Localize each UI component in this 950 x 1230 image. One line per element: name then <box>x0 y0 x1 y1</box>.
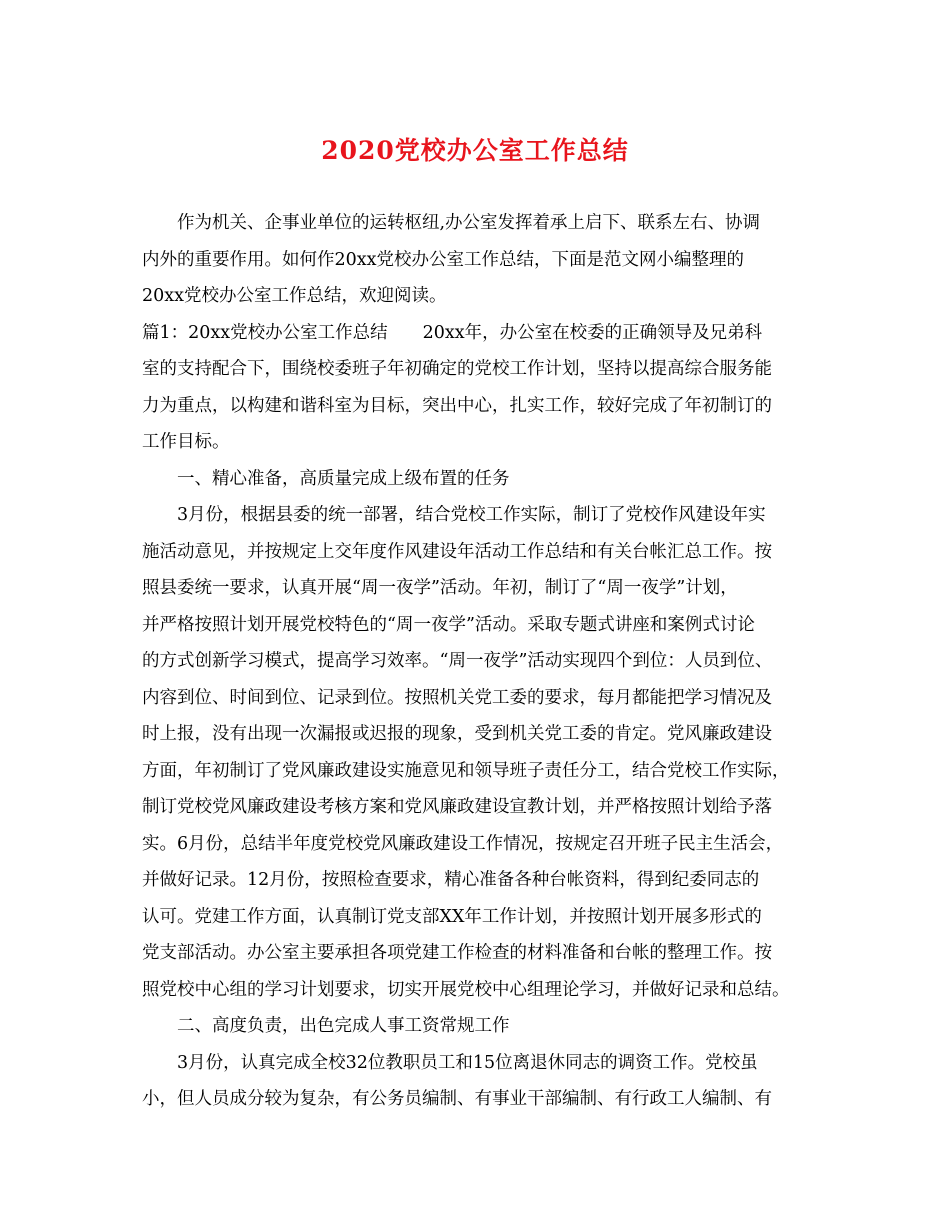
paragraph-line: 的方式创新学习模式，提高学习效率。“周一夜学”活动实现四个到位：人员到位、 <box>142 651 773 671</box>
paragraph-line: 3月份，认真完成全校32位教职员工和15位离退休同志的调资工作。党校虽 <box>177 1052 758 1073</box>
paragraph-line: 照党校中心组的学习计划要求，切实开展党校中心组理论学习，并做好记录和总结。 <box>142 979 790 1000</box>
document-body <box>142 205 832 1118</box>
paragraph-line: 制订党校党风廉政建设考核方案和党风廉政建设宣教计划，并严格按照计划给予落 <box>142 797 772 817</box>
paragraph-line: 认可。党建工作方面，认真制订党支部XX年工作计划，并按照计划开展多形式的 <box>142 906 762 927</box>
paragraph-line: 内容到位、时间到位、记录到位。按照机关党工委的要求，每月都能把学习情况及 <box>142 687 772 708</box>
paragraph-line: 方面，年初制订了党风廉政建设实施意见和领导班子责任分工，结合党校工作实际， <box>142 760 790 781</box>
paragraph-line: 室的支持配合下，围绕校委班子年初确定的党校工作计划，坚持以提高综合服务能 <box>142 359 772 379</box>
paragraph-line: 篇1：20xx党校办公室工作总结 20xx年，办公室在校委的正确领导及兄弟科 <box>142 322 763 343</box>
paragraph-line: 照县委统一要求，认真开展“周一夜学”活动。年初，制订了“周一夜学”计划， <box>142 578 738 598</box>
paragraph-line: 党支部活动。办公室主要承担各项党建工作检查的材料准备和台帐的整理工作。按 <box>142 943 772 963</box>
paragraph-line: 施活动意见，并按规定上交年度作风建设年活动工作总结和有关台帐汇总工作。按 <box>142 541 772 562</box>
section-heading: 一、精心准备，高质量完成上级布置的任务 <box>177 468 510 489</box>
paragraph-line: 20xx党校办公室工作总结，欢迎阅读。 <box>142 286 447 306</box>
paragraph-line: 3月份，根据县委的统一部署，结合党校工作实际，制订了党校作风建设年实 <box>177 505 766 525</box>
section-heading: 二、高度负责，出色完成人事工资常规工作 <box>177 1016 510 1036</box>
document-title: 2020党校办公室工作总结 <box>321 136 629 165</box>
paragraph-line: 并做好记录。12月份，按照检查要求，精心准备各种台帐资料，得到纪委同志的 <box>142 870 760 890</box>
paragraph-line: 并严格按照计划开展党校特色的“周一夜学”活动。采取专题式讲座和案例式讨论 <box>142 614 755 635</box>
paragraph-line: 小，但人员成分较为复杂，有公务员编制、有事业干部编制、有行政工人编制、有 <box>142 1089 772 1109</box>
paragraph-line: 内外的重要作用。如何作20xx党校办公室工作总结，下面是范文网小编整理的 <box>142 249 745 270</box>
paragraph-line: 实。6月份，总结半年度党校党风廉政建设工作情况，按规定召开班子民主生活会， <box>142 833 784 854</box>
paragraph-line: 工作目标。 <box>142 432 230 452</box>
paragraph-line: 力为重点，以构建和谐科室为目标，突出中心，扎实工作，较好完成了年初制订的 <box>142 395 772 416</box>
paragraph-line: 作为机关、企事业单位的运转枢纽,办公室发挥着承上启下、联系左右、协调 <box>177 213 761 233</box>
paragraph-line: 时上报，没有出现一次漏报或迟报的现象，受到机关党工委的肯定。党风廉政建设 <box>142 724 772 744</box>
